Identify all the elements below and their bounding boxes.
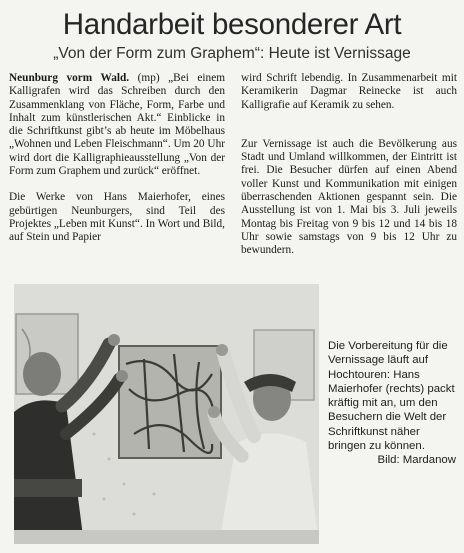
caption-text: Die Vorbereitung für die Vernissage läuft auf Hochtouren: Hans Maierhofer (rechts) packt kräftig mit an, um den Besuchern die Welt der Schriftkunst näher bringen zu können. [328,340,455,453]
article-photo [14,284,319,544]
article-paragraph [9,72,225,178]
article-paragraph: Die Werke von Hans Maierhofer, eines gebürtigen Neunburgers, sind Teil des Projektes „Leben mit Kunst“. In Wort und Bild, auf Stein und Papier [9,191,225,244]
paragraph-text: (mp) „Bei einem Kalligrafen wird das Schreiben durch den Zusammenklang von Fläche, Form, Farbe und Inhalt zum künstlerischen Akt.“ Einblicke in die Schriftkunst gibt’s ab heute im Möbelhaus „Wohnen und Leben Fleischmann“. Um 20 Uhr wird dort die Kalligraphieausstellung „Von der Form zum Graphem und zurück“ eröffnet. [9,72,225,178]
article-headline: Handarbeit besonderer Art [62,8,402,41]
article-dateline: Neunburg vorm Wald. [9,72,130,84]
photo-credit: Bild: Mardanow [377,454,456,467]
article-column-right [241,72,457,258]
article-subheadline: „Von der Form zum Graphem“: Heute ist Vernissage [53,45,411,62]
photo-caption [328,339,456,468]
article-column-left [9,72,225,245]
article-paragraph: Zur Vernissage ist auch die Bevölkerung aus Stadt und Umland willkommen, der Eintritt ist frei. Die Besucher dürfen auf einen Abend voller Kunst und Kommunikation mit einigen überraschenden Aktionen gespannt sein. Die Ausstellung ist von 1. Mai bis 3. Juli jeweils Montag bis Freitag von 9 bis 12 und 14 bis 18 Uhr sowie samstags von 9 bis 12 Uhr zu bewundern. [241,137,457,257]
article-paragraph: wird Schrift lebendig. In Zusammenarbeit mit Keramikerin Dagmar Reinecke ist auch Kalligrafie auf Keramik zu sehen. [241,72,457,111]
